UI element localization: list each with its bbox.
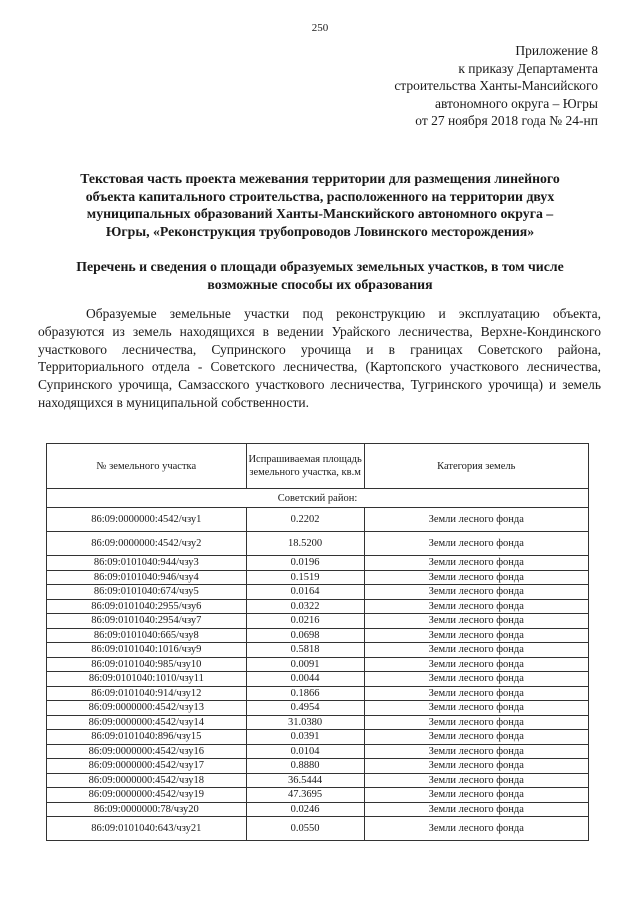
plot-number-cell: 86:09:0101040:1016/чзу9	[47, 643, 247, 658]
land-category-cell: Земли лесного фонда	[364, 817, 588, 841]
table-header-row	[47, 444, 589, 489]
table-row	[47, 556, 589, 571]
land-category-cell: Земли лесного фонда	[364, 657, 588, 672]
area-cell: 0.0104	[246, 744, 364, 759]
land-category-cell: Земли лесного фонда	[364, 773, 588, 788]
plot-number-cell: 86:09:0101040:2955/чзу6	[47, 599, 247, 614]
title-line: объекта капитального строительства, расположенного на территории двух	[85, 188, 555, 204]
header-plot-number: № земельного участка	[47, 444, 247, 489]
body-paragraph: Образуемые земельные участки под реконструкцию и эксплуатацию объекта, образуются из земель находящихся в ведении Урайского лесничества, Верхне-Кондинского участкового лесничества, Супринского урочища и в границах Советского района, Территориального отдела - Советского лесничества, (Картопского участкового лесничества, Супринского урочища, Самзасского участкового лесничества, Тугринского урочища) и земель находящихся в муниципальной собственности.	[38, 306, 601, 410]
land-category-cell: Земли лесного фонда	[364, 570, 588, 585]
appendix-line: от 27 ноября 2018 года № 24-нп	[415, 113, 598, 128]
table-row	[47, 773, 589, 788]
plot-number-cell: 86:09:0101040:914/чзу12	[47, 686, 247, 701]
table-row	[47, 532, 589, 556]
document-title	[40, 170, 600, 240]
area-cell: 0.0322	[246, 599, 364, 614]
region-label: Советский район:	[47, 489, 589, 508]
section-heading	[40, 258, 600, 293]
area-cell: 0.1866	[246, 686, 364, 701]
table-row	[47, 599, 589, 614]
land-plots-table	[46, 443, 589, 841]
area-cell: 47.3695	[246, 788, 364, 803]
area-cell: 0.0550	[246, 817, 364, 841]
table-row	[47, 730, 589, 745]
area-cell: 0.0164	[246, 585, 364, 600]
plot-number-cell: 86:09:0101040:896/чзу15	[47, 730, 247, 745]
area-cell: 0.0091	[246, 657, 364, 672]
plot-number-cell: 86:09:0000000:4542/чзу16	[47, 744, 247, 759]
land-category-cell: Земли лесного фонда	[364, 614, 588, 629]
plot-number-cell: 86:09:0101040:2954/чзу7	[47, 614, 247, 629]
table-row	[47, 744, 589, 759]
area-cell: 0.2202	[246, 508, 364, 532]
land-category-cell: Земли лесного фонда	[364, 715, 588, 730]
land-category-cell: Земли лесного фонда	[364, 686, 588, 701]
table-row	[47, 817, 589, 841]
table-row	[47, 657, 589, 672]
area-cell: 0.5818	[246, 643, 364, 658]
plot-number-cell: 86:09:0101040:1010/чзу11	[47, 672, 247, 687]
land-category-cell: Земли лесного фонда	[364, 744, 588, 759]
plot-number-cell: 86:09:0000000:4542/чзу14	[47, 715, 247, 730]
land-category-cell: Земли лесного фонда	[364, 599, 588, 614]
title-line: муниципальных образований Ханты-Манскийского автономного округа –	[86, 206, 554, 221]
plot-number-cell: 86:09:0000000:4542/чзу2	[47, 532, 247, 556]
subtitle-line: возможные способы их образования	[207, 276, 433, 292]
area-cell: 0.4954	[246, 701, 364, 716]
land-category-cell: Земли лесного фонда	[364, 759, 588, 774]
plot-number-cell: 86:09:0101040:643/чзу21	[47, 817, 247, 841]
land-category-cell: Земли лесного фонда	[364, 802, 588, 817]
land-category-cell: Земли лесного фонда	[364, 508, 588, 532]
header-land-category: Категория земель	[364, 444, 588, 489]
table-row	[47, 643, 589, 658]
plot-number-cell: 86:09:0101040:946/чзу4	[47, 570, 247, 585]
area-cell: 0.0196	[246, 556, 364, 571]
table-row	[47, 802, 589, 817]
area-cell: 0.0246	[246, 802, 364, 817]
land-category-cell: Земли лесного фонда	[364, 556, 588, 571]
table-row	[47, 715, 589, 730]
land-category-cell: Земли лесного фонда	[364, 730, 588, 745]
table-row	[47, 585, 589, 600]
table-row	[47, 628, 589, 643]
plot-number-cell: 86:09:0101040:665/чзу8	[47, 628, 247, 643]
title-line: Югры, «Реконструкция трубопроводов Ловинского месторождения»	[105, 223, 535, 239]
area-cell: 0.8880	[246, 759, 364, 774]
plot-number-cell: 86:09:0000000:4542/чзу19	[47, 788, 247, 803]
plot-number-cell: 86:09:0000000:4542/чзу18	[47, 773, 247, 788]
table-row	[47, 701, 589, 716]
area-cell: 0.0216	[246, 614, 364, 629]
area-cell: 31.0380	[246, 715, 364, 730]
region-row	[47, 489, 589, 508]
area-cell: 0.1519	[246, 570, 364, 585]
subtitle-line: Перечень и сведения о площади образуемых земельных участков, в том числе	[76, 259, 564, 274]
table-row	[47, 614, 589, 629]
table-row	[47, 570, 589, 585]
plot-number-cell: 86:09:0000000:4542/чзу17	[47, 759, 247, 774]
land-category-cell: Земли лесного фонда	[364, 788, 588, 803]
land-category-cell: Земли лесного фонда	[364, 628, 588, 643]
plot-number-cell: 86:09:0000000:4542/чзу13	[47, 701, 247, 716]
land-category-cell: Земли лесного фонда	[364, 672, 588, 687]
land-category-cell: Земли лесного фонда	[364, 643, 588, 658]
area-cell: 0.0391	[246, 730, 364, 745]
land-category-cell: Земли лесного фонда	[364, 532, 588, 556]
page-number: 250	[311, 22, 329, 34]
area-cell: 0.0044	[246, 672, 364, 687]
title-line: Текстовая часть проекта межевания территории для размещения линейного	[80, 171, 560, 186]
area-cell: 36.5444	[246, 773, 364, 788]
appendix-line: Приложение 8	[515, 43, 598, 58]
plot-number-cell: 86:09:0000000:78/чзу20	[47, 802, 247, 817]
table-row	[47, 759, 589, 774]
land-category-cell: Земли лесного фонда	[364, 585, 588, 600]
appendix-line: автономного округа – Югры	[435, 95, 598, 111]
plot-number-cell: 86:09:0101040:985/чзу10	[47, 657, 247, 672]
table-row	[47, 788, 589, 803]
area-cell: 0.0698	[246, 628, 364, 643]
plot-number-cell: 86:09:0000000:4542/чзу1	[47, 508, 247, 532]
plot-number-cell: 86:09:0101040:944/чзу3	[47, 556, 247, 571]
appendix-line: к приказу Департамента	[458, 60, 598, 76]
appendix-line: строительства Ханты-Мансийского	[394, 78, 598, 93]
table-row	[47, 508, 589, 532]
area-cell: 18.5200	[246, 532, 364, 556]
table-row	[47, 672, 589, 687]
table-row	[47, 686, 589, 701]
appendix-block	[394, 42, 598, 130]
header-area: Испрашиваемая площадь земельного участка, кв.м	[246, 444, 364, 489]
land-category-cell: Земли лесного фонда	[364, 701, 588, 716]
plot-number-cell: 86:09:0101040:674/чзу5	[47, 585, 247, 600]
